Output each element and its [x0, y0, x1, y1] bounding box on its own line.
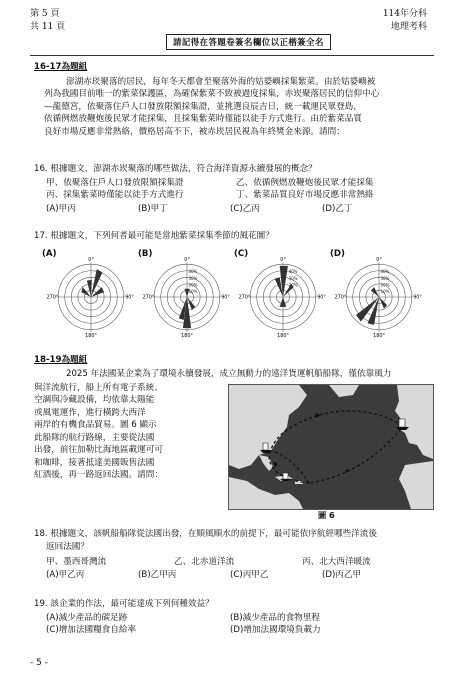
q16-item: 丙、採集紫菜時僅能以徒手方式進行 — [46, 190, 184, 201]
deg-label: 0° — [376, 256, 382, 263]
passage-line: 空調與冷藏設備，均依靠太陽能 — [34, 395, 155, 406]
deg-label: 180° — [85, 333, 97, 340]
atlantic-route-map — [229, 385, 433, 509]
group-label-16-17: 16-17為題組 — [34, 62, 88, 72]
ring-label: 10% — [188, 288, 198, 294]
ring-label: 40% — [288, 269, 298, 275]
passage-line: 出發，前往加勒比海地區載運可可 — [34, 445, 163, 456]
deg-label: 0° — [184, 256, 190, 263]
ring-label: 30% — [288, 275, 298, 281]
exam-year-subject: 114年分科 — [382, 9, 427, 19]
q16-choice-d[interactable]: (D)乙丁 — [322, 203, 353, 214]
deg-label: 180° — [181, 333, 193, 340]
question-18-items — [46, 556, 430, 582]
ring-label: 30% — [380, 275, 390, 281]
ring-label: 20% — [380, 282, 390, 288]
signature-notice: 請記得在答題卷簽名欄位以正楷簽全名 — [166, 34, 331, 50]
wind-rose-d-chart — [334, 256, 422, 340]
q19-choice-d[interactable]: (D)增加法國環境負載力 — [230, 625, 321, 636]
deg-label: 270° — [46, 294, 59, 301]
question-16-stem: 16. 根據題文，澎湖赤崁聚落的哪些做法，符合海洋資源永續發展的概念？ — [34, 164, 317, 174]
q19-choice-b[interactable]: (B)減少產品的食物里程 — [230, 613, 320, 623]
route-map-figure — [228, 384, 434, 510]
wind-rose-b[interactable] — [138, 248, 228, 348]
ring-label: 20% — [288, 282, 298, 288]
deg-label: 0° — [280, 256, 286, 263]
page-total: 共 11 頁 — [30, 22, 66, 32]
wind-rose-c[interactable] — [234, 248, 324, 348]
deg-label: 90° — [221, 294, 230, 301]
wind-rose-a-chart — [46, 256, 134, 340]
deg-label: 90° — [125, 294, 134, 301]
wind-rose-d[interactable] — [330, 248, 420, 348]
passage-line: 此船隊的航行路線，主要從法國 — [34, 432, 155, 443]
ring-label: 40% — [380, 269, 390, 275]
q18-item: 乙、北赤道洋流 — [174, 557, 235, 567]
ring-label: 40% — [188, 269, 198, 275]
option-label: (D) — [330, 249, 345, 259]
q16-choice-b[interactable]: (B)甲丁 — [138, 203, 168, 214]
deg-label: 0° — [88, 256, 94, 263]
q18-choice-b[interactable]: (B)乙甲丙 — [138, 570, 177, 581]
passage-line: 與洋流航行，船上所有電子系統、 — [34, 383, 163, 393]
page-footer-number: - 5 - — [30, 658, 48, 668]
q18-choice-d[interactable]: (D)丙乙甲 — [322, 570, 362, 581]
q16-item: 丁、紫菜品質良好市場反應非常熱絡 — [236, 190, 374, 201]
page-indicator — [30, 8, 65, 34]
q19-choice-c[interactable]: (C)增加法國糧食自給率 — [46, 625, 137, 636]
wind-rose-c-chart — [238, 256, 326, 340]
q16-item: 甲、依聚落住戶人口發放限額採集證 — [46, 178, 184, 188]
deg-label: 90° — [413, 294, 422, 301]
q18-item: 丙、北大西洋暖流 — [302, 557, 371, 567]
deg-label: 270° — [142, 294, 155, 301]
passage-line: 依循例燃放鞭炮後民眾才能採集，且採集紫菜時僅能以徒手方式進行。由於紫菜品質 — [44, 114, 362, 125]
q16-item: 乙、依循例燃放鞭炮後民眾才能採集 — [236, 178, 374, 188]
deg-label: 270° — [238, 294, 251, 301]
passage-line: 良好市場反應非常熱絡，價格居高不下，被赤崁居民視為年終獎金來源。請問： — [44, 126, 345, 137]
ring-label: 30% — [188, 275, 198, 281]
passage-18-19-wrap — [34, 382, 226, 482]
deg-label: 180° — [373, 333, 385, 340]
q18-choice-c[interactable]: (C)丙甲乙 — [230, 570, 269, 581]
exam-subject: 地理考科 — [390, 22, 427, 32]
passage-16-17 — [34, 76, 430, 138]
question-17-stem: 17. 根據題文，下列何者最可能是當地紫菜採集季節的風花圖？ — [34, 231, 274, 241]
deg-label: 90° — [317, 294, 326, 301]
q18-choice-a[interactable]: (A)甲乙丙 — [46, 570, 85, 581]
passage-line: —龍德宮，依聚落住戶人口發放限額採集證，並挑選良辰吉日，統一載運民眾登島， — [44, 101, 362, 112]
ring-label: 10% — [380, 288, 390, 294]
passage-line: 兩岸的有機食品貿易。圖 6 顯示 — [34, 420, 157, 431]
question-18-stem: 18. 根據題文，該帆船船隊從法國出發，在順風順水的前提下，最可能依序航經哪些洋流後 — [34, 529, 377, 539]
exam-info — [383, 8, 427, 34]
q18-item: 甲、墨西哥灣流 — [46, 557, 107, 567]
group-label-18-19: 18-19為題組 — [34, 355, 88, 365]
option-label: (B) — [138, 249, 153, 259]
figure-6-caption: 圖 6 — [318, 510, 335, 520]
wind-rose-a[interactable] — [42, 248, 132, 348]
q16-choice-c[interactable]: (C)乙丙 — [230, 203, 260, 214]
question-18-stem-cont: 返回法國？ — [46, 542, 89, 552]
deg-label: 180° — [277, 333, 289, 340]
option-label: (C) — [234, 249, 249, 259]
q19-choice-a[interactable]: (A)減少產品的碳足跡 — [46, 613, 128, 623]
q16-choice-a[interactable]: (A)甲丙 — [46, 203, 76, 214]
question-19-choices — [46, 612, 430, 637]
wind-rose-options — [42, 248, 432, 348]
passage-line: 列為我國目前唯一的紫菜保護區，為確保紫菜不致被過度採集，赤崁聚落居民的信仰中心 — [44, 89, 380, 100]
header-divider — [30, 55, 434, 56]
passage-line: 紅酒後，再一路返回法國。請問： — [34, 470, 163, 481]
option-label: (A) — [42, 249, 57, 259]
page-number: 第 5 頁 — [30, 9, 60, 19]
ring-label: 20% — [188, 282, 198, 288]
question-19-stem: 19. 該企業的作法，最可能達成下列何種效益？ — [34, 599, 214, 609]
passage-line: 或風電運作，進行橫跨大西洋 — [34, 407, 146, 418]
deg-label: 270° — [334, 294, 347, 301]
passage-18-19-first: 2025 年法國某企業為了環境永續發展，成立無動力的遠洋貨運帆船船隊，僅依靠風力 — [66, 369, 392, 379]
wind-rose-b-chart — [142, 256, 230, 340]
question-16-items — [46, 177, 430, 215]
passage-line: 和咖啡，接著抵達美國販售法國 — [34, 457, 155, 468]
passage-line: 澎湖赤崁聚落的居民，每年冬天都會至聚落外海的姑婆嶼採集紫菜。由於姑婆嶼被 — [66, 77, 376, 87]
